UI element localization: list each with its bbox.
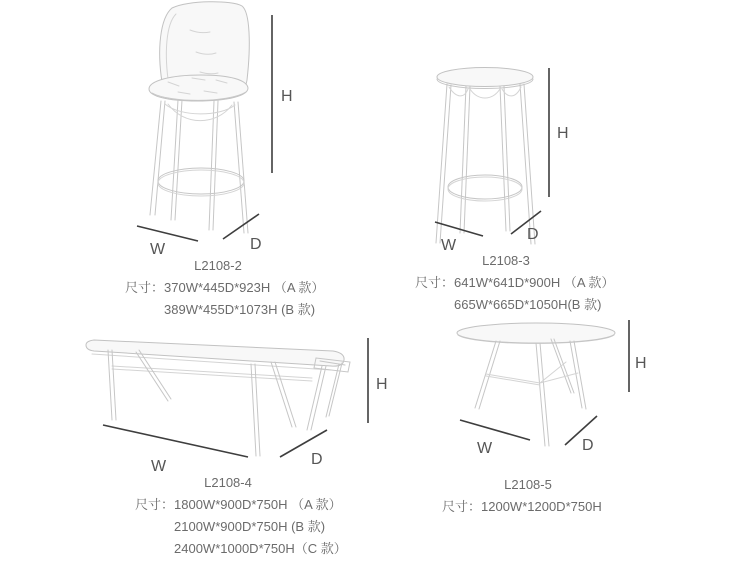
dining-table-sketch: [86, 340, 350, 456]
size-value: 2100W*900D*750H (B 款): [174, 519, 326, 534]
size-value: 389W*455D*1073H (B 款): [164, 302, 316, 317]
size-prefix: 尺寸：: [442, 499, 482, 514]
size-line: [135, 538, 347, 560]
depth-label: D: [582, 437, 594, 454]
height-label: H: [557, 125, 569, 142]
width-label: W: [150, 241, 166, 258]
product-caption-l2108-4: [135, 472, 347, 560]
round-table-sketch: [457, 323, 615, 446]
size-line: [125, 277, 325, 299]
model-number: L2108-4: [204, 475, 252, 490]
product-caption-l2108-5: [442, 474, 614, 518]
depth-label: D: [250, 236, 262, 253]
width-dimension-line: [137, 226, 198, 241]
foot-ring: [448, 175, 522, 199]
chair-legs: [150, 100, 248, 233]
depth-label: D: [527, 226, 539, 243]
table-top: [457, 323, 615, 343]
size-prefix: 尺寸：: [135, 497, 175, 512]
height-label: H: [376, 376, 388, 393]
bar-table-figure: [410, 35, 600, 265]
width-label: W: [151, 458, 167, 475]
size-line: [135, 494, 342, 516]
size-value: 1800W*900D*750H （A 款）: [174, 497, 342, 512]
depth-label: D: [311, 451, 323, 468]
table-legs: [108, 350, 342, 456]
height-label: H: [635, 355, 647, 372]
width-dimension-line: [460, 420, 530, 440]
chair-foot-ring: [158, 168, 244, 194]
width-dimension-line: [103, 425, 248, 457]
size-value: 665W*665D*1050H(B 款): [454, 297, 602, 312]
size-line: [442, 496, 614, 518]
product-caption-l2108-3: [415, 250, 615, 316]
stretcher: [112, 366, 312, 381]
size-line: [415, 272, 615, 294]
table-legs: [475, 339, 586, 446]
model-number: L2108-2: [194, 258, 242, 273]
size-value: 641W*641D*900H （A 款）: [454, 275, 615, 290]
dining-table-figure: [80, 320, 390, 478]
round-table-figure: [450, 310, 660, 462]
size-line: [135, 516, 326, 538]
table-top: [437, 68, 533, 87]
height-label: H: [281, 88, 293, 105]
bar-chair-sketch: [149, 2, 249, 233]
model-number: L2108-5: [504, 477, 552, 492]
bar-table-sketch: [436, 68, 535, 245]
size-value: 370W*445D*923H （A 款）: [164, 280, 325, 295]
size-line: [125, 299, 316, 321]
table-legs: [436, 84, 535, 244]
bar-chair-figure: [110, 0, 310, 258]
size-prefix: 尺寸：: [415, 275, 455, 290]
size-prefix: 尺寸：: [125, 280, 165, 295]
size-value: 1200W*1200D*750H: [481, 499, 602, 514]
width-label: W: [477, 440, 493, 457]
product-caption-l2108-2: [125, 255, 325, 321]
size-value: 2400W*1000D*750H（C 款）: [174, 541, 347, 556]
model-number: L2108-3: [482, 253, 530, 268]
width-label: W: [441, 237, 457, 254]
size-line: [415, 294, 602, 316]
width-dimension-line: [435, 222, 483, 236]
